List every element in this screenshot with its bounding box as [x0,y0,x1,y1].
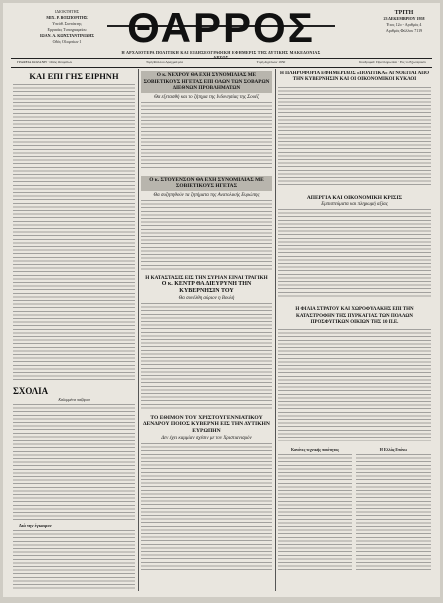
dateline [11,59,432,66]
bottom-article-left [278,447,352,572]
publisher-line: Οδός Ολυμπίων 1 [52,39,82,44]
headline-army-police: Η ΦΙΛΙΑ ΣΤΡΑΤΟΥ ΚΑΙ ΧΩΡΟΦΥΛΑΚΗΣ ΕΠΙ ΤΗΝ ΚΑΤΑΣΤΡΟΦΗΝ ΤΗΣ ΠΥΡΚΑΓΙΑΣ ΤΩΝ ΠΟΛΛΩΝ ΠΡΟΣΦΥΓΙΚΩΝ ΟΙΚΙΩΝ ΤΗΣ 10 Π.Ε. [295,307,414,325]
header-rule-bottom [11,67,432,68]
bottom-left-title: Κανόνες τεχνικής ποιότητος [291,447,339,453]
headline-syria-2: Ο κ. ΚΕΝΤΡ ΘΑ ΔΙΕΥΡΥΝΗ ΤΗΝ ΚΥΒΕΡΝΗΣΙΝ ΤΟΥ [161,280,252,294]
publisher-line: Εργασίες Τυπογραφείου [47,27,87,32]
column-rule [138,69,139,591]
section-subtitle: Καλυμμένα παζάρια [58,397,90,402]
bottom-right-body [356,454,431,572]
article-christmas-body [141,443,272,571]
dateline-left: ΓΡΑΦΕΙΑ ΚΟΖΑΝΗ · Οδός Ολυμπίων [17,60,73,64]
headline-stevenson: Ο κ. ΣΤΟΥΕΝΣΟΝ ΘΑ ΕΧΗ ΣΥΝΟΜΙΛΙΑΣ ΜΕ ΣΟΒΙΕΤΙΚΟΥΣ ΗΓΕΤΑΣ [141,176,272,191]
subhead-syria: Θα συνέλθη αύριον η Βουλή [178,295,235,301]
publisher-line: ΙΩΑΝ. Α. ΚΩΝΣΤΑΝΤΙΝΙΔΗΣ [40,33,94,38]
issue-box [380,10,428,34]
issue-line: Αριθμός Φύλλου 7119 [385,28,423,33]
bottom-right-title: Η Ελλάς Επάνω [379,447,408,453]
bottom-article-title: Διά την έγκαιρον [19,523,52,528]
section-title-comments: ΣΧΟΛΙΑ [13,386,49,396]
column-left [13,71,135,591]
article-strike-body [278,209,431,299]
dateline-right: Συνδρομαί: Προπληρωτέαι · Εις το Εξωτερικόν [359,60,426,64]
newspaper-page [3,3,440,597]
issue-date: 23 ΔΕΚΕΜΒΡΙΟΥ 1958 [383,16,425,21]
bottom-article-body [13,530,135,591]
publisher-line: ΙΔΙΟΚΤΗΤΗΣ [55,9,79,14]
headline-nehru: Ο κ. ΝΕΧΡΟΥ ΘΑ ΕΧΗ ΣΥΝΟΜΙΛΙΑΣ ΜΕ ΣΟΒΙΕΤΙΚΟΥΣ ΗΓΕΤΑΣ ΕΠΙ ΟΛΩΝ ΤΩΝ ΣΟΒΑΡΩΝ ΔΙΕΘΝΩΝ ΠΡΟΒΛΗΜΑΤΩΝ [141,71,272,93]
column-center [141,71,272,591]
article-army-body [278,329,431,441]
publisher-line: ΜΙΧ. Ρ. ΒΟΣΠΟΡΙΤΗΣ [46,15,88,20]
masthead-tagline: Η ΑΡΧΑΙΟΤΕΡΑ ΠΟΛΙΤΙΚΗ ΚΑΙ ΕΙΔΗΣΕΟΓΡΑΦΙΚΗ ΕΦΗΜΕΡΙΣ ΤΗΣ ΔΥΤΙΚΗΣ ΜΑΚΕΔΟΝΙΑΣ [121,50,321,55]
bottom-article-right [356,447,431,572]
article-stevenson-body [141,200,272,270]
headline-peace: ΚΑΙ ΕΠΙ ΓΗΣ ΕΙΡΗΝΗ [29,71,119,81]
article-nehru-body [141,102,272,170]
masthead: ΘΑΡΡΟΣ [127,4,315,51]
issue-line: Έτος 12ο - Αριθμός 4 [386,22,422,27]
issue-day: ΤΡΙΤΗ [394,10,414,16]
headline-politika: Η ΠΛΗΡΟΦΟΡΙΑ ΕΦΗΜΕΡΙΔΟΣ «ΠΟΛΙΤΙΚΑ» ΑΓΝΟΕΙΤΑΙ ΑΠΟ ΤΗΝ ΚΥΒΕΡΝΗΣΙΝ ΚΑΙ ΟΙ ΟΙΚΟΝΟΜΙΚΟΙ ΚΥΚΛΟΙ [280,71,429,83]
dateline-center-left: Τιμή Φύλλου Δραχμαί μία [145,60,183,64]
article-syria-body [141,303,272,409]
publisher-box [27,9,107,45]
article-body [13,84,135,382]
dateline-center: Τιμή Αγγελιών 1950 [256,60,286,64]
headline-strike: ΑΠΕΡΓΙΑ ΚΑΙ ΟΙΚΟΝΟΜΙΚΗ ΚΡΙΣΙΣ [306,194,403,201]
subhead-nehru: Θα εξετασθή και το ζήτημα της Ινδονησίας της Σουέζ [154,94,259,100]
column-rule [275,69,276,591]
bottom-articles [278,447,431,572]
article-politika-body [278,87,431,187]
subhead-stevenson: Θα συζητηθούν τα ζητήματα της Ανατολικής Ευρώπης [153,192,260,198]
headline-syria: Η ΚΑΤΑΣΤΑΣΙΣ ΕΙΣ ΤΗΝ ΣΥΡΙΑΝ ΕΙΝΑΙ ΤΡΑΓΙΚΗ [145,274,268,281]
subhead-strike: Εμπιστεύματα και πληρωμή αξίας [321,202,388,208]
headline-christmas-tree: ΤΟ ΕΘΙΜΟΝ ΤΟΥ ΧΡΙΣΤΟΥΓΕΝΝΙΑΤΙΚΟΥ ΔΕΝΔΡΟΥ ΠΟΙΟΣ ΚΥΒΕΡΝΗ ΕΙΣ ΤΗΝ ΔΥΤΙΚΗΝ ΕΥΡΩΠΗΝ [143,414,270,434]
bottom-left-body [278,454,352,572]
comments-body [13,404,135,520]
column-right [278,71,431,591]
publisher-line: Υπεύθ. Συντάκτης [52,21,82,26]
subhead-christmas-tree: Δεν έχει καμμίαν σχέσιν με τον Χριστιανισμόν [161,436,252,442]
